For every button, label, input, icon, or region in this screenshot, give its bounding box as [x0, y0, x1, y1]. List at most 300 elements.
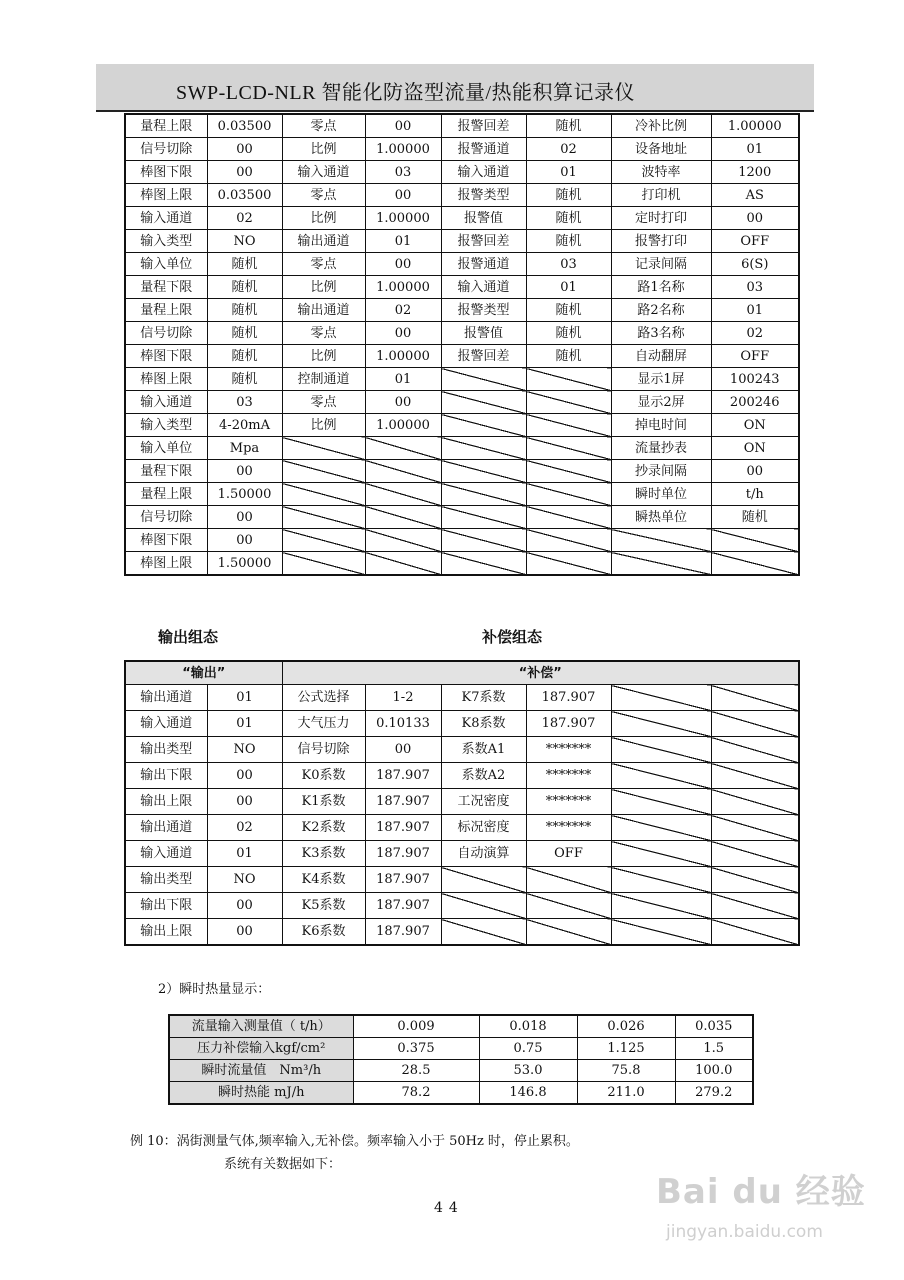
- empty-slashed-cell: [365, 552, 441, 576]
- param-name-cell: 棒图上限: [125, 184, 207, 207]
- param-value-cell: 00: [365, 184, 441, 207]
- document-header: [96, 64, 814, 112]
- param-value-cell: 00: [365, 322, 441, 345]
- table-row: [125, 230, 799, 253]
- param-value-cell: 00: [207, 529, 282, 552]
- param-name-cell: 比例: [282, 138, 365, 161]
- param-value-cell: 03: [526, 253, 611, 276]
- measure-value-cell: 28.5: [353, 1060, 479, 1082]
- param-value-cell: 02: [365, 299, 441, 322]
- empty-slashed-cell: [711, 685, 799, 711]
- param-value-cell: 187.907: [526, 711, 611, 737]
- empty-slashed-cell: [711, 815, 799, 841]
- measure-value-cell: 0.026: [577, 1015, 675, 1038]
- param-name-cell: 棒图上限: [125, 368, 207, 391]
- watermark-logo: Bai du 经验: [656, 1172, 866, 1212]
- output-compensation-table: [124, 660, 800, 946]
- param-value-cell: 随机: [526, 207, 611, 230]
- empty-slashed-cell: [711, 841, 799, 867]
- param-name-cell: 标况密度: [441, 815, 526, 841]
- param-name-cell: 系数A1: [441, 737, 526, 763]
- param-name-cell: 输出通道: [125, 815, 207, 841]
- example-line-2: 系统有关数据如下：: [224, 1157, 342, 1172]
- param-name-cell: 输入通道: [125, 391, 207, 414]
- param-name-cell: K2系数: [282, 815, 365, 841]
- param-name-cell: 报警值: [441, 207, 526, 230]
- measure-label-cell: 瞬时流量值 Nm³/h: [169, 1060, 353, 1082]
- output-config-label: 输出组态: [158, 628, 219, 646]
- param-name-cell: 量程下限: [125, 460, 207, 483]
- table-row: [125, 919, 799, 946]
- param-name-cell: 量程上限: [125, 483, 207, 506]
- empty-slashed-cell: [441, 368, 526, 391]
- param-value-cell: ON: [711, 414, 799, 437]
- param-name-cell: 报警类型: [441, 299, 526, 322]
- param-name-cell: K7系数: [441, 685, 526, 711]
- table-row: [125, 506, 799, 529]
- param-name-cell: 报警打印: [611, 230, 711, 253]
- measure-value-cell: 211.0: [577, 1082, 675, 1105]
- param-name-cell: 报警通道: [441, 138, 526, 161]
- param-value-cell: 随机: [207, 345, 282, 368]
- param-name-cell: K4系数: [282, 867, 365, 893]
- table-row: [125, 867, 799, 893]
- param-name-cell: 零点: [282, 184, 365, 207]
- param-name-cell: 记录间隔: [611, 253, 711, 276]
- table-row: [125, 207, 799, 230]
- param-name-cell: 棒图下限: [125, 161, 207, 184]
- empty-slashed-cell: [441, 867, 526, 893]
- param-name-cell: 输出通道: [282, 299, 365, 322]
- table-row: [125, 815, 799, 841]
- empty-slashed-cell: [526, 391, 611, 414]
- parameter-config-table: [124, 113, 800, 576]
- measure-value-cell: 146.8: [479, 1082, 577, 1105]
- param-value-cell: 02: [207, 207, 282, 230]
- page-number: 44: [434, 1200, 464, 1216]
- param-value-cell: 02: [526, 138, 611, 161]
- param-name-cell: 掉电时间: [611, 414, 711, 437]
- param-name-cell: 输出下限: [125, 763, 207, 789]
- param-name-cell: 定时打印: [611, 207, 711, 230]
- empty-slashed-cell: [282, 483, 365, 506]
- empty-slashed-cell: [441, 460, 526, 483]
- param-value-cell: 随机: [526, 299, 611, 322]
- param-value-cell: 1200: [711, 161, 799, 184]
- empty-slashed-cell: [611, 763, 711, 789]
- empty-slashed-cell: [282, 529, 365, 552]
- baidu-jingyan-watermark: [640, 1150, 870, 1250]
- param-value-cell: 随机: [207, 253, 282, 276]
- empty-slashed-cell: [441, 414, 526, 437]
- param-name-cell: 输入通道: [125, 711, 207, 737]
- table-row: [125, 552, 799, 576]
- param-name-cell: 报警回差: [441, 114, 526, 138]
- param-name-cell: 输出类型: [125, 737, 207, 763]
- param-value-cell: NO: [207, 867, 282, 893]
- table-row: [125, 529, 799, 552]
- empty-slashed-cell: [441, 506, 526, 529]
- param-value-cell: 随机: [207, 299, 282, 322]
- param-name-cell: 输入通道: [125, 207, 207, 230]
- table-row: [125, 322, 799, 345]
- param-value-cell: 00: [207, 460, 282, 483]
- param-value-cell: 187.907: [365, 841, 441, 867]
- table-row: [125, 841, 799, 867]
- table-row: [169, 1015, 753, 1038]
- measure-value-cell: 0.375: [353, 1038, 479, 1060]
- param-value-cell: 随机: [526, 184, 611, 207]
- param-name-cell: 输入单位: [125, 437, 207, 460]
- table-row: [125, 414, 799, 437]
- param-name-cell: 棒图下限: [125, 529, 207, 552]
- param-name-cell: K0系数: [282, 763, 365, 789]
- table-row: [125, 299, 799, 322]
- measure-value-cell: 0.018: [479, 1015, 577, 1038]
- empty-slashed-cell: [611, 685, 711, 711]
- heat-measure-table: [168, 1014, 754, 1105]
- compensation-header: “补偿”: [282, 661, 799, 685]
- param-value-cell: Mpa: [207, 437, 282, 460]
- param-value-cell: 随机: [526, 230, 611, 253]
- table-row: [125, 789, 799, 815]
- empty-slashed-cell: [441, 919, 526, 946]
- empty-slashed-cell: [526, 460, 611, 483]
- param-value-cell: 02: [711, 322, 799, 345]
- param-name-cell: 输出下限: [125, 893, 207, 919]
- table-row: [125, 391, 799, 414]
- param-value-cell: 0.03500: [207, 184, 282, 207]
- param-value-cell: 00: [207, 789, 282, 815]
- table-row: [125, 763, 799, 789]
- empty-slashed-cell: [526, 529, 611, 552]
- measure-label-cell: 瞬时热能 mJ/h: [169, 1082, 353, 1105]
- param-value-cell: OFF: [711, 230, 799, 253]
- param-value-cell: 4-20mA: [207, 414, 282, 437]
- param-value-cell: 01: [207, 841, 282, 867]
- table-row: [125, 893, 799, 919]
- param-value-cell: 随机: [207, 276, 282, 299]
- param-name-cell: 显示1屏: [611, 368, 711, 391]
- param-name-cell: 信号切除: [125, 138, 207, 161]
- param-name-cell: K8系数: [441, 711, 526, 737]
- empty-slashed-cell: [611, 737, 711, 763]
- param-name-cell: 流量抄表: [611, 437, 711, 460]
- heat-display-heading: 2）瞬时热量显示：: [158, 982, 271, 997]
- empty-slashed-cell: [526, 414, 611, 437]
- param-value-cell: 187.907: [365, 893, 441, 919]
- param-name-cell: 控制通道: [282, 368, 365, 391]
- param-name-cell: 输入类型: [125, 230, 207, 253]
- param-value-cell: 随机: [207, 322, 282, 345]
- param-value-cell: *******: [526, 815, 611, 841]
- param-value-cell: 01: [711, 138, 799, 161]
- table-row: [125, 138, 799, 161]
- param-value-cell: 03: [207, 391, 282, 414]
- param-value-cell: NO: [207, 230, 282, 253]
- empty-slashed-cell: [711, 763, 799, 789]
- empty-slashed-cell: [441, 529, 526, 552]
- param-name-cell: 打印机: [611, 184, 711, 207]
- param-value-cell: 100243: [711, 368, 799, 391]
- empty-slashed-cell: [611, 919, 711, 946]
- empty-slashed-cell: [282, 460, 365, 483]
- param-name-cell: 输出上限: [125, 919, 207, 946]
- table-row: [125, 685, 799, 711]
- table-row: [125, 437, 799, 460]
- param-name-cell: 比例: [282, 345, 365, 368]
- measure-value-cell: 0.75: [479, 1038, 577, 1060]
- param-value-cell: 随机: [526, 345, 611, 368]
- param-value-cell: 随机: [526, 114, 611, 138]
- table-row: [125, 345, 799, 368]
- empty-slashed-cell: [711, 919, 799, 946]
- empty-slashed-cell: [441, 483, 526, 506]
- watermark-url: jingyan.baidu.com: [666, 1222, 823, 1242]
- measure-value-cell: 78.2: [353, 1082, 479, 1105]
- empty-slashed-cell: [526, 552, 611, 576]
- example-line-1: 例 10：涡街测量气体,频率输入,无补偿。频率输入小于 50Hz 时，停止累积。: [130, 1134, 579, 1149]
- measure-value-cell: 1.5: [675, 1038, 753, 1060]
- empty-slashed-cell: [365, 529, 441, 552]
- document-title: SWP-LCD-NLR 智能化防盗型流量/热能积算记录仪: [176, 82, 635, 104]
- param-value-cell: 01: [207, 711, 282, 737]
- param-value-cell: t/h: [711, 483, 799, 506]
- empty-slashed-cell: [526, 893, 611, 919]
- param-name-cell: 量程下限: [125, 276, 207, 299]
- param-name-cell: 输入通道: [441, 161, 526, 184]
- measure-value-cell: 0.035: [675, 1015, 753, 1038]
- param-value-cell: *******: [526, 763, 611, 789]
- param-value-cell: *******: [526, 737, 611, 763]
- param-value-cell: 187.907: [365, 867, 441, 893]
- param-value-cell: 1.50000: [207, 552, 282, 576]
- param-name-cell: 路2名称: [611, 299, 711, 322]
- param-name-cell: 瞬热单位: [611, 506, 711, 529]
- empty-slashed-cell: [711, 789, 799, 815]
- param-value-cell: 1.00000: [365, 414, 441, 437]
- param-name-cell: 量程上限: [125, 114, 207, 138]
- param-value-cell: 00: [207, 919, 282, 946]
- param-name-cell: 显示2屏: [611, 391, 711, 414]
- param-name-cell: 比例: [282, 276, 365, 299]
- empty-slashed-cell: [711, 552, 799, 576]
- empty-slashed-cell: [711, 737, 799, 763]
- param-value-cell: 00: [207, 763, 282, 789]
- param-name-cell: 输入通道: [282, 161, 365, 184]
- output-header: “输出”: [125, 661, 282, 685]
- table-header-row: [125, 661, 799, 685]
- param-name-cell: 比例: [282, 207, 365, 230]
- param-name-cell: 量程上限: [125, 299, 207, 322]
- param-name-cell: 设备地址: [611, 138, 711, 161]
- empty-slashed-cell: [611, 552, 711, 576]
- empty-slashed-cell: [611, 529, 711, 552]
- param-value-cell: 00: [207, 893, 282, 919]
- param-value-cell: 187.907: [365, 789, 441, 815]
- param-name-cell: 报警值: [441, 322, 526, 345]
- empty-slashed-cell: [611, 867, 711, 893]
- param-name-cell: 信号切除: [282, 737, 365, 763]
- empty-slashed-cell: [441, 391, 526, 414]
- param-value-cell: *******: [526, 789, 611, 815]
- param-name-cell: 系数A2: [441, 763, 526, 789]
- empty-slashed-cell: [611, 893, 711, 919]
- table-row: [125, 711, 799, 737]
- measure-value-cell: 53.0: [479, 1060, 577, 1082]
- empty-slashed-cell: [526, 368, 611, 391]
- param-value-cell: 00: [207, 138, 282, 161]
- empty-slashed-cell: [611, 789, 711, 815]
- table-row: [169, 1038, 753, 1060]
- measure-value-cell: 0.009: [353, 1015, 479, 1038]
- empty-slashed-cell: [441, 893, 526, 919]
- param-name-cell: 输入单位: [125, 253, 207, 276]
- param-name-cell: 信号切除: [125, 506, 207, 529]
- empty-slashed-cell: [441, 552, 526, 576]
- param-value-cell: ON: [711, 437, 799, 460]
- param-value-cell: 00: [711, 207, 799, 230]
- param-name-cell: 输出上限: [125, 789, 207, 815]
- param-value-cell: 00: [365, 391, 441, 414]
- param-value-cell: 00: [365, 737, 441, 763]
- param-value-cell: 01: [207, 685, 282, 711]
- empty-slashed-cell: [526, 483, 611, 506]
- empty-slashed-cell: [611, 815, 711, 841]
- empty-slashed-cell: [611, 711, 711, 737]
- table-row: [125, 368, 799, 391]
- param-name-cell: 报警类型: [441, 184, 526, 207]
- empty-slashed-cell: [282, 552, 365, 576]
- param-value-cell: 00: [711, 460, 799, 483]
- param-value-cell: 0.10133: [365, 711, 441, 737]
- param-value-cell: 00: [365, 114, 441, 138]
- param-name-cell: 输入通道: [125, 841, 207, 867]
- param-name-cell: 冷补比例: [611, 114, 711, 138]
- param-name-cell: 零点: [282, 391, 365, 414]
- param-name-cell: 信号切除: [125, 322, 207, 345]
- table-row: [125, 460, 799, 483]
- param-value-cell: 00: [207, 161, 282, 184]
- empty-slashed-cell: [611, 841, 711, 867]
- empty-slashed-cell: [711, 893, 799, 919]
- param-name-cell: 自动演算: [441, 841, 526, 867]
- param-name-cell: 输出通道: [282, 230, 365, 253]
- param-name-cell: 零点: [282, 322, 365, 345]
- param-name-cell: 零点: [282, 114, 365, 138]
- param-value-cell: 1.00000: [711, 114, 799, 138]
- measure-value-cell: 279.2: [675, 1082, 753, 1105]
- param-value-cell: 187.907: [365, 815, 441, 841]
- param-value-cell: 01: [711, 299, 799, 322]
- table-row: [125, 184, 799, 207]
- param-name-cell: K3系数: [282, 841, 365, 867]
- param-value-cell: 1.00000: [365, 345, 441, 368]
- param-name-cell: K5系数: [282, 893, 365, 919]
- param-value-cell: OFF: [711, 345, 799, 368]
- param-name-cell: 零点: [282, 253, 365, 276]
- measure-label-cell: 流量输入测量值（ t/h）: [169, 1015, 353, 1038]
- param-value-cell: AS: [711, 184, 799, 207]
- param-value-cell: 00: [207, 506, 282, 529]
- param-name-cell: 比例: [282, 414, 365, 437]
- param-name-cell: 自动翻屏: [611, 345, 711, 368]
- table-row: [125, 114, 799, 138]
- table-row: [125, 161, 799, 184]
- table-row: [125, 483, 799, 506]
- table-row: [169, 1082, 753, 1105]
- param-name-cell: 输出类型: [125, 867, 207, 893]
- param-value-cell: 200246: [711, 391, 799, 414]
- param-name-cell: 报警通道: [441, 253, 526, 276]
- param-value-cell: 187.907: [365, 919, 441, 946]
- empty-slashed-cell: [526, 919, 611, 946]
- empty-slashed-cell: [365, 437, 441, 460]
- param-value-cell: 1-2: [365, 685, 441, 711]
- table-row: [169, 1060, 753, 1082]
- param-name-cell: 输入类型: [125, 414, 207, 437]
- param-name-cell: 工况密度: [441, 789, 526, 815]
- param-value-cell: 1.00000: [365, 276, 441, 299]
- param-value-cell: 01: [365, 368, 441, 391]
- table-row: [125, 253, 799, 276]
- empty-slashed-cell: [365, 460, 441, 483]
- param-name-cell: K1系数: [282, 789, 365, 815]
- param-value-cell: 01: [526, 161, 611, 184]
- param-value-cell: 01: [526, 276, 611, 299]
- empty-slashed-cell: [282, 437, 365, 460]
- param-value-cell: 187.907: [365, 763, 441, 789]
- param-value-cell: 03: [365, 161, 441, 184]
- table-row: [125, 737, 799, 763]
- empty-slashed-cell: [365, 506, 441, 529]
- empty-slashed-cell: [526, 867, 611, 893]
- param-name-cell: 抄录间隔: [611, 460, 711, 483]
- param-value-cell: NO: [207, 737, 282, 763]
- param-name-cell: 波特率: [611, 161, 711, 184]
- param-value-cell: 02: [207, 815, 282, 841]
- param-value-cell: 01: [365, 230, 441, 253]
- param-name-cell: 瞬时单位: [611, 483, 711, 506]
- param-value-cell: 随机: [526, 322, 611, 345]
- param-value-cell: 187.907: [526, 685, 611, 711]
- param-name-cell: 报警回差: [441, 230, 526, 253]
- param-value-cell: 03: [711, 276, 799, 299]
- param-value-cell: 随机: [711, 506, 799, 529]
- param-value-cell: 随机: [207, 368, 282, 391]
- empty-slashed-cell: [711, 529, 799, 552]
- param-name-cell: 路1名称: [611, 276, 711, 299]
- empty-slashed-cell: [526, 437, 611, 460]
- empty-slashed-cell: [711, 867, 799, 893]
- measure-value-cell: 1.125: [577, 1038, 675, 1060]
- param-value-cell: 00: [365, 253, 441, 276]
- measure-label-cell: 压力补偿输入kgf/cm²: [169, 1038, 353, 1060]
- param-name-cell: 路3名称: [611, 322, 711, 345]
- measure-value-cell: 75.8: [577, 1060, 675, 1082]
- empty-slashed-cell: [282, 506, 365, 529]
- table-row: [125, 276, 799, 299]
- param-name-cell: 输出通道: [125, 685, 207, 711]
- param-value-cell: 1.00000: [365, 138, 441, 161]
- param-name-cell: 大气压力: [282, 711, 365, 737]
- param-name-cell: 公式选择: [282, 685, 365, 711]
- empty-slashed-cell: [365, 483, 441, 506]
- param-value-cell: 1.00000: [365, 207, 441, 230]
- param-name-cell: 输入通道: [441, 276, 526, 299]
- param-name-cell: 棒图下限: [125, 345, 207, 368]
- param-value-cell: 6(S): [711, 253, 799, 276]
